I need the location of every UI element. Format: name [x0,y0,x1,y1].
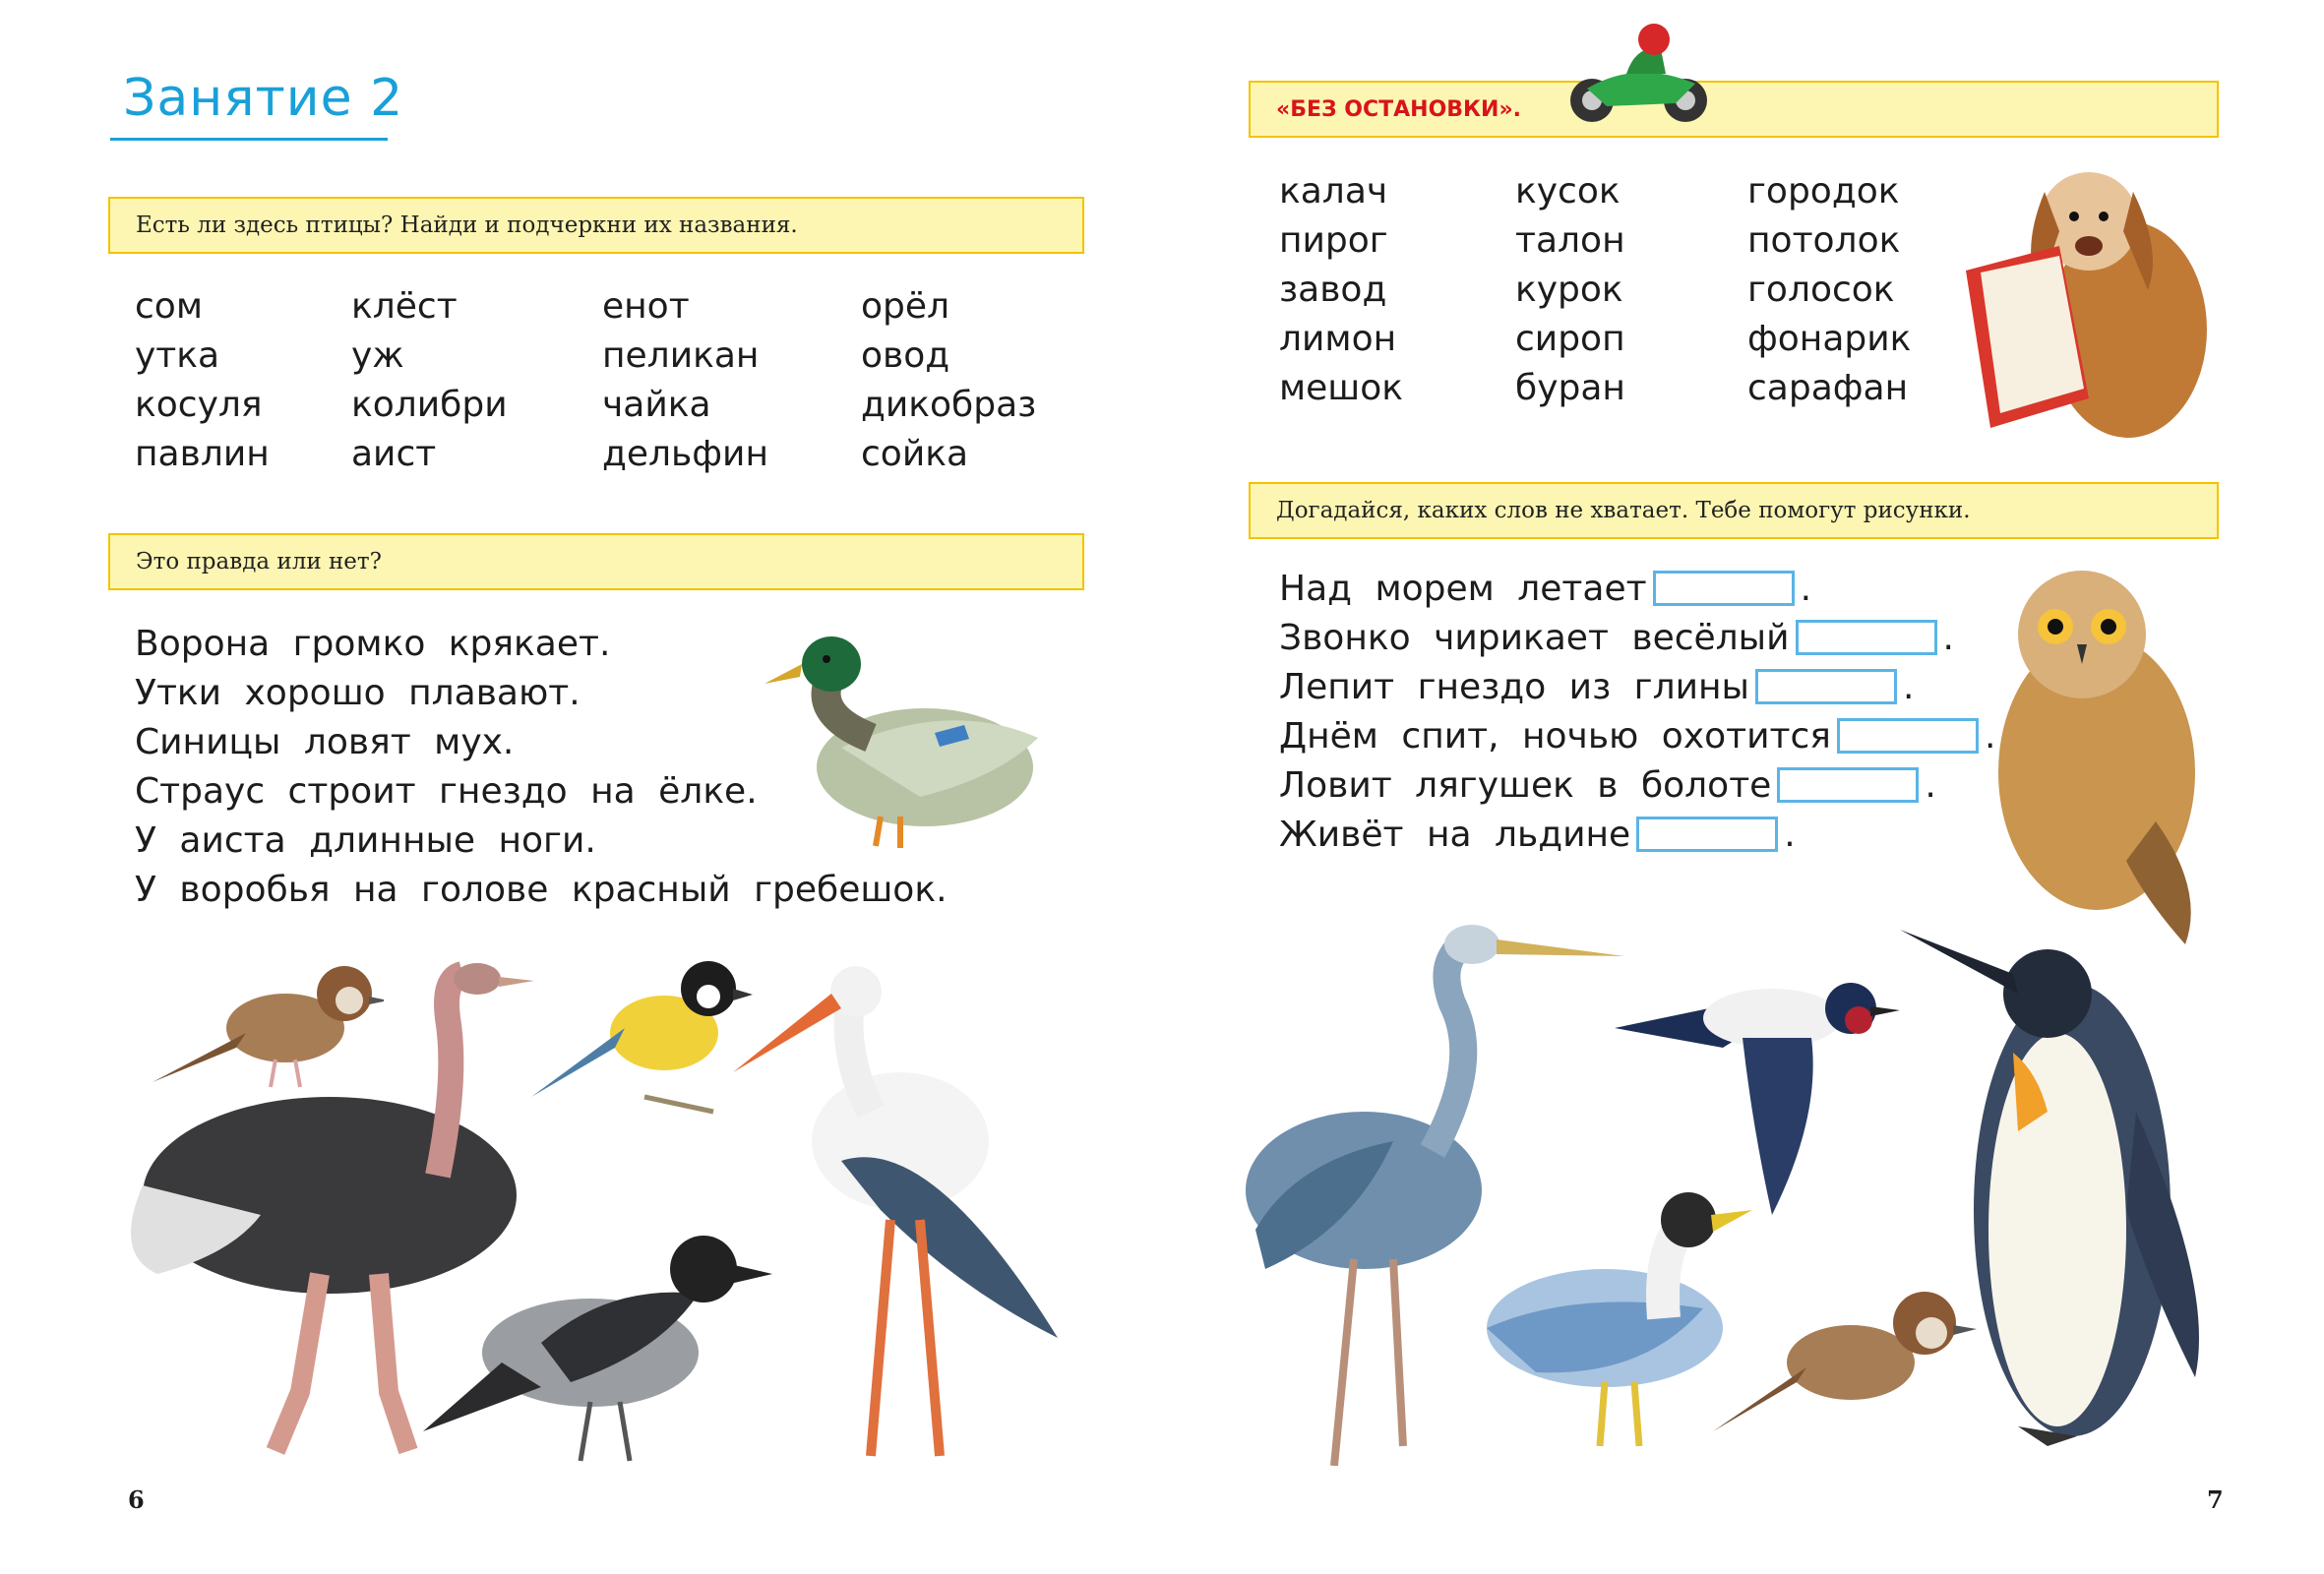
fill-sentence-text: Днём спит, ночью охотится [1279,716,1831,757]
title-underline [110,138,388,141]
word: городок [1747,171,1900,212]
answer-blank[interactable] [1755,669,1897,704]
word[interactable]: дельфин [602,434,768,474]
word[interactable]: аист [351,434,437,474]
owl-icon [1979,566,2234,949]
fill-sentence [1279,618,1954,658]
answer-blank[interactable] [1796,620,1937,655]
fill-sentence [1279,569,1811,609]
fill-sentence-text: Лепит гнездо из глины [1279,667,1749,707]
task-banner-missing-words [1249,482,2219,539]
fill-sentence [1279,765,1936,806]
fill-sentence-text: Над морем летает [1279,569,1647,609]
right-page [1162,0,2324,1574]
word[interactable]: пеликан [602,335,760,376]
dog-reading-book-icon [1961,152,2217,448]
tit-icon [526,949,753,1117]
task-banner-nonstop [1249,81,2219,138]
motorcycle-rider-icon [1567,20,1715,128]
fill-sentence [1279,716,1995,757]
answer-blank[interactable] [1837,718,1979,754]
statement: У аиста длинные ноги. [135,820,596,861]
fill-sentence-text: Ловит лягушек в болоте [1279,765,1772,806]
word-grid-left [135,282,1079,479]
word: голосок [1747,270,1895,310]
word[interactable]: утка [135,335,220,376]
task-nonstop-text: «БЕЗ ОСТАНОВКИ». [1276,96,1522,122]
word[interactable]: уж [351,335,404,376]
word: калач [1279,171,1388,212]
sentence-period: . [1942,618,1954,658]
word: потолок [1747,220,1901,261]
fill-sentence-text: Живёт на льдине [1279,815,1631,855]
task-find-birds-text: Есть ли здесь птицы? Найди и подчеркни их названия. [136,212,798,238]
statement: Ворона громко крякает. [135,624,611,664]
duck-icon [753,630,1058,856]
word[interactable]: орёл [861,286,950,327]
word-column-1 [135,282,270,479]
penguin-icon [1900,915,2225,1446]
page-number-left: 6 [128,1485,145,1514]
fill-sentence [1279,815,1796,855]
word[interactable]: чайка [602,385,711,425]
word[interactable]: косуля [135,385,263,425]
word-column-2 [351,282,508,479]
task-banner-find-birds [108,197,1084,254]
word: курок [1515,270,1623,310]
statement: Синицы ловят мух. [135,722,515,762]
word: мешок [1279,368,1404,408]
word: сироп [1515,319,1625,359]
word[interactable]: дикобраз [861,385,1037,425]
word: буран [1515,368,1625,408]
word[interactable]: овод [861,335,950,376]
statement: Утки хорошо плавают. [135,673,581,713]
answer-blank[interactable] [1777,767,1919,803]
lesson-title: Занятие 2 [123,69,404,128]
word-column-3 [1747,167,1911,413]
word: талон [1515,220,1625,261]
crow-icon [423,1215,777,1471]
fill-sentence [1279,667,1914,707]
word: фонарик [1747,319,1912,359]
task-true-false-text: Это правда или нет? [136,549,382,575]
word-grid-right [1279,167,1919,423]
word[interactable]: колибри [351,385,508,425]
sentence-period: . [1784,815,1796,855]
word: завод [1279,270,1387,310]
word[interactable]: енот [602,286,690,327]
sentence-period: . [1984,716,1996,757]
sentence-period: . [1902,667,1915,707]
fill-sentence-text: Звонко чирикает весёлый [1279,618,1790,658]
word[interactable]: сом [135,286,203,327]
word: сарафан [1747,368,1909,408]
word[interactable]: клёст [351,286,458,327]
task-missing-words-text: Догадайся, каких слов не хватает. Тебе помогут рисунки. [1276,498,1971,523]
word-column-1 [1279,167,1403,413]
word: лимон [1279,319,1397,359]
page-number-right: 7 [2207,1485,2224,1514]
word-column-2 [1515,167,1625,413]
statement: У воробья на голове красный гребешок. [135,870,948,910]
answer-blank[interactable] [1636,817,1778,852]
answer-blank[interactable] [1653,571,1795,606]
word: кусок [1515,171,1621,212]
word-column-4 [861,282,1036,479]
word: пирог [1279,220,1388,261]
word-column-3 [602,282,768,479]
word[interactable]: сойка [861,434,969,474]
statement: Страус строит гнездо на ёлке. [135,771,758,812]
task-banner-true-false [108,533,1084,590]
word[interactable]: павлин [135,434,270,474]
sentence-period: . [1800,569,1812,609]
sentence-period: . [1925,765,1936,806]
stork-icon [733,964,1107,1476]
